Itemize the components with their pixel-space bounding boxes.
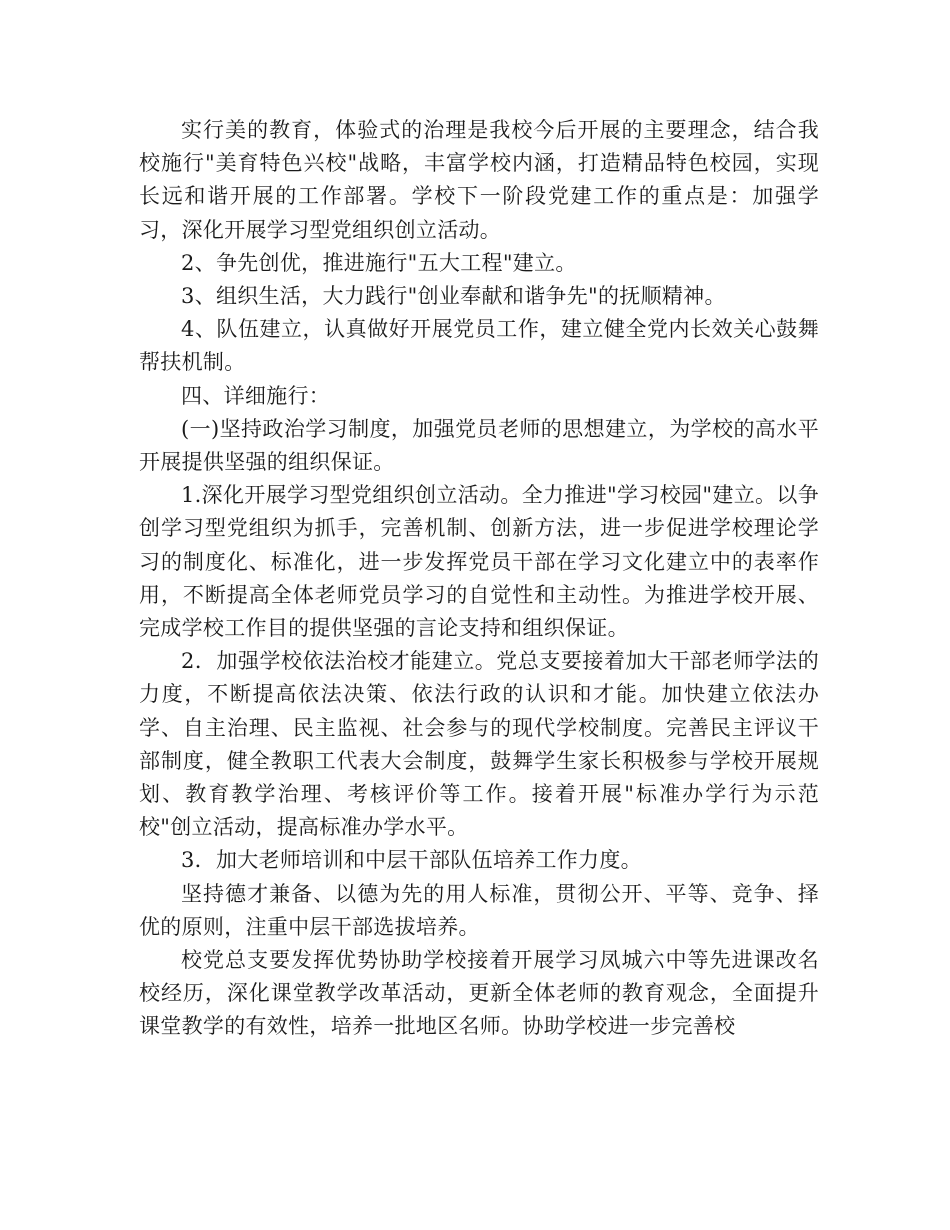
paragraph-curriculum-reform: 校党总支要发挥优势协助学校接着开展学习凤城六中等先进课改名校经历，深化课堂教学改革活动，更新全体老师的教育观念，全面提升课堂教学的有效性，培养一批地区名师。协助学校进一步完善校	[139, 948, 819, 1039]
paragraph-teacher-training-heading: 3．加大老师培训和中层干部队伍培养工作力度。	[181, 848, 642, 873]
subsection-heading-political-study: (一)坚持政治学习制度，加强党员老师的思想建立，为学校的高水平开展提供坚强的组织保证。	[139, 416, 819, 475]
paragraph-item-3: 3、组织生活，大力践行"创业奉献和谐争先"的抚顺精神。	[181, 284, 726, 309]
paragraph-learning-organization: 1.深化开展学习型党组织创立活动。全力推进"学习校园"建立。以争创学习型党组织为抓手，完善机制、创新方法，进一步促进学校理论学习的制度化、标准化，进一步发挥党员干部在学习文化建立中的表率作用，不断提高全体老师党员学习的自觉性和主动性。为推进学校开展、完成学校工作目的提供坚强的言论支持和组织保证。	[139, 483, 819, 641]
section-heading-implementation: 四、详细施行：	[181, 383, 331, 408]
paragraph-item-4: 4、队伍建立，认真做好开展党员工作，建立健全党内长效关心鼓舞帮扶机制。	[139, 317, 819, 375]
paragraph-cadre-selection: 坚持德才兼备、以德为先的用人标准，贯彻公开、平等、竞争、择优的原则，注重中层干部选拔培养。	[139, 881, 819, 939]
paragraph-item-2: 2、争先创优，推进施行"五大工程"建立。	[181, 250, 577, 275]
paragraph-rule-of-law: 2．加强学校依法治校才能建立。党总支要接着加大干部老师学法的力度，不断提高依法决策、依法行政的认识和才能。加快建立依法办学、自主治理、民主监视、社会参与的现代学校制度。完善民主评议干部制度，健全教职工代表大会制度，鼓舞学生家长积极参与学校开展规划、教育教学治理、考核评价等工作。接着开展"标准办学行为示范校"创立活动，提高标准办学水平。	[139, 649, 819, 840]
paragraph-intro: 实行美的教育，体验式的治理是我校今后开展的主要理念，结合我校施行"美育特色兴校"战略，丰富学校内涵，打造精品特色校园，实现长远和谐开展的工作部署。学校下一阶段党建工作的重点是：加强学习，深化开展学习型党组织创立活动。	[139, 118, 819, 242]
document-page	[139, 114, 819, 1044]
